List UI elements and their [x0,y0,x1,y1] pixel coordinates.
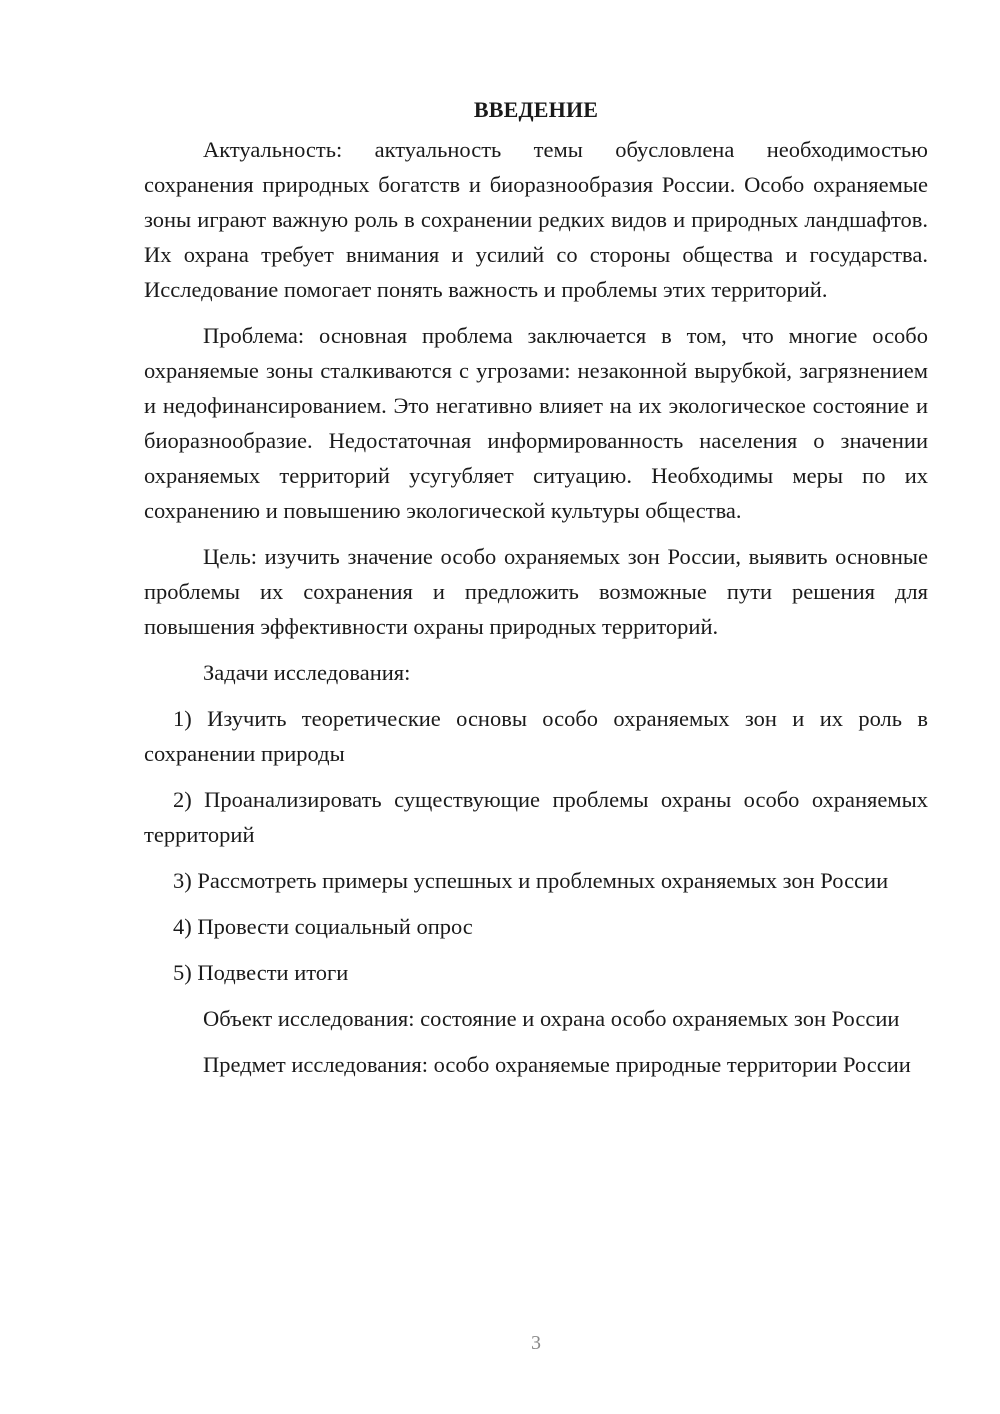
paragraph-object: Объект исследования: состояние и охрана особо охраняемых зон России [203,1006,900,1031]
task-item-1: 1) Изучить теоретические основы особо охраняемых зон и их роль в сохранении природы [144,706,928,766]
page-number: 3 [531,1332,541,1354]
paragraph-subject: Предмет исследования: особо охраняемые природные территории России [203,1052,911,1077]
paragraph-problem: Проблема: основная проблема заключается в том, что многие особо охраняемые зоны сталкиваются с угрозами: незаконной вырубкой, загрязнением и недофинансированием. Это негативно влияет на их экологическое состояние и биоразнообразие. Недостаточная информированность населения о значении охраняемых территорий усугубляет ситуацию. Необходимы меры по их сохранению и повышению экологической культуры общества. [144,323,928,523]
task-item-5: 5) Подвести итоги [173,960,349,985]
task-item-4: 4) Провести социальный опрос [173,914,473,939]
task-item-3: 3) Рассмотреть примеры успешных и проблемных охраняемых зон России [173,868,889,893]
document-page [144,92,928,1093]
paragraph-relevance: Актуальность: актуальность темы обусловлена необходимостью сохранения природных богатств и биоразнообразия России. Особо охраняемые зоны играют важную роль в сохранении редких видов и природных ландшафтов. Их охрана требует внимания и усилий со стороны общества и государства. Исследование помогает понять важность и проблемы этих территорий. [144,137,928,302]
task-item-2: 2) Проанализировать существующие проблемы охраны особо охраняемых территорий [144,787,928,847]
paragraph-goal: Цель: изучить значение особо охраняемых зон России, выявить основные проблемы их сохранения и предложить возможные пути решения для повышения эффективности охраны природных территорий. [144,544,928,639]
section-heading: ВВЕДЕНИЕ [473,97,599,122]
tasks-title: Задачи исследования: [203,660,411,685]
